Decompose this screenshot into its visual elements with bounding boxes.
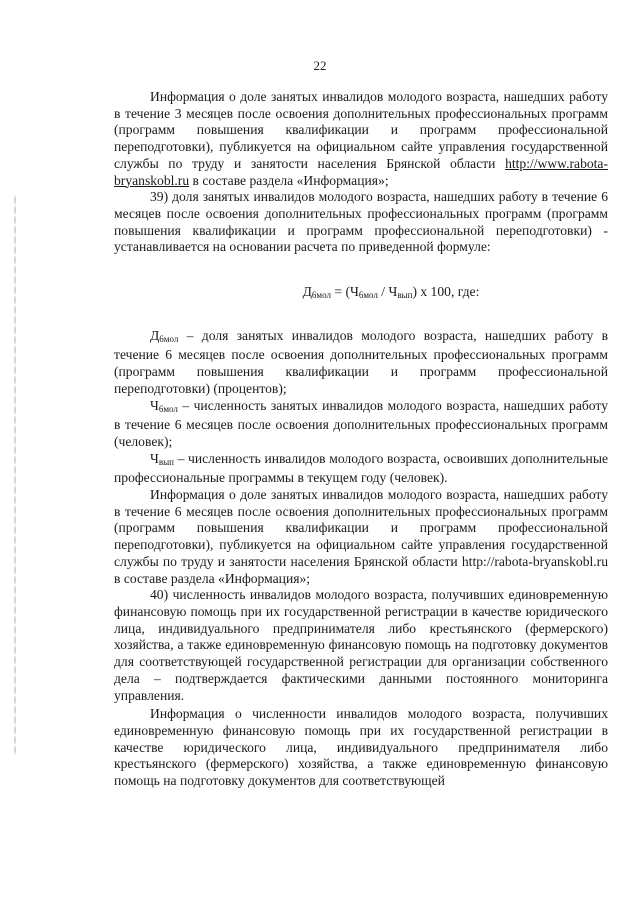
definition-subscript: 6мол [159,333,179,344]
rabota-link[interactable]: http://www.rabota-bryanskobl.ru [114,155,608,188]
definition-ch6mol [114,398,608,451]
formula-denominator-subscript: вып [397,290,413,301]
definition-text: – численность занятых инвалидов молодого возраста, нашедших работу в течение 6 месяцев после освоения дополнительных профессиональных программ (человек); [114,397,608,449]
definition-subscript: вып [158,456,174,467]
paragraph-item-39: 39) доля занятых инвалидов молодого возраста, нашедших работу в течение 6 месяцев после освоения дополнительных профессиональных программ (программ повышения квалификации и программ профессиональной переподготовки) - устанавливается на основании расчета по приведенной формуле: [114,189,608,255]
paragraph-text: Информация о доле занятых инвалидов молодого возраста, нашедших работу в течение 3 месяцев после освоения дополнительных профессиональных программ (программ повышения квалификации и программ профессиональной переподготовки), публикуется на официальном сайте управления государственной службы по труду и занятости населения Брянской области [114,89,608,171]
formula [114,284,608,304]
paragraph-info-3-months [114,89,608,189]
definition-d6mol [114,328,608,398]
formula-lhs-subscript: 6мол [311,290,331,301]
paragraph-item-40: 40) численность инвалидов молодого возраста, получивших единовременную финансовую помощь при их государственной регистрации в качестве юридического лица, индивидуального предпринимателя либо крестьянского (фермерского) хозяйства, а также единовременную финансовую помощь на подготовку документов для соответствующей государственной регистрации для организации собственного дела – подтверждается фактическими данными постоянного мониторинга управления. [114,587,608,703]
formula-numerator-subscript: 6мол [358,290,378,301]
definition-subscript: 6мол [158,403,178,414]
paragraph-info-financial-aid: Информация о численности инвалидов молодого возраста, получивших единовременную финансовую помощь при их государственной регистрации в качестве юридического лица, индивидуального предпринимателя либо крестьянского (фермерского) хозяйства, а также единовременную финансовую помощь на подготовку документов для соответствующей [114,706,608,789]
formula-lhs: Д [302,284,312,300]
definition-symbol: Ч [150,450,159,466]
formula-equals: = (Ч [330,284,359,300]
page-number: 22 [313,58,327,73]
binding-margin-dots [14,195,16,755]
definition-chvyp [114,451,608,487]
definition-symbol: Ч [150,397,159,413]
definition-symbol: Д [150,327,160,343]
paragraph-info-6-months: Информация о доле занятых инвалидов молодого возраста, нашедших работу в течение 6 месяцев после освоения дополнительных профессиональных программ (программ повышения квалификации и программ профессиональной переподготовки), публикуется на официальном сайте управления государственной службы по труду и занятости населения Брянской области http://rabota-bryanskobl.ru в составе раздела «Информация»; [114,487,608,586]
paragraph-text-end: в составе раздела «Информация»; [189,172,389,188]
formula-tail: ) х 100, где: [412,284,480,300]
definition-text: – доля занятых инвалидов молодого возраста, нашедших работу в течение 6 месяцев после освоения дополнительных профессиональных программ (программ повышения квалификации и программ профессиональной переподготовки) (процентов); [114,327,608,396]
document-body [114,89,608,790]
definition-text: – численность инвалидов молодого возраста, освоивших дополнительные профессиональные программы в текущем году (человек). [114,450,608,486]
formula-divide: / Ч [377,284,398,300]
